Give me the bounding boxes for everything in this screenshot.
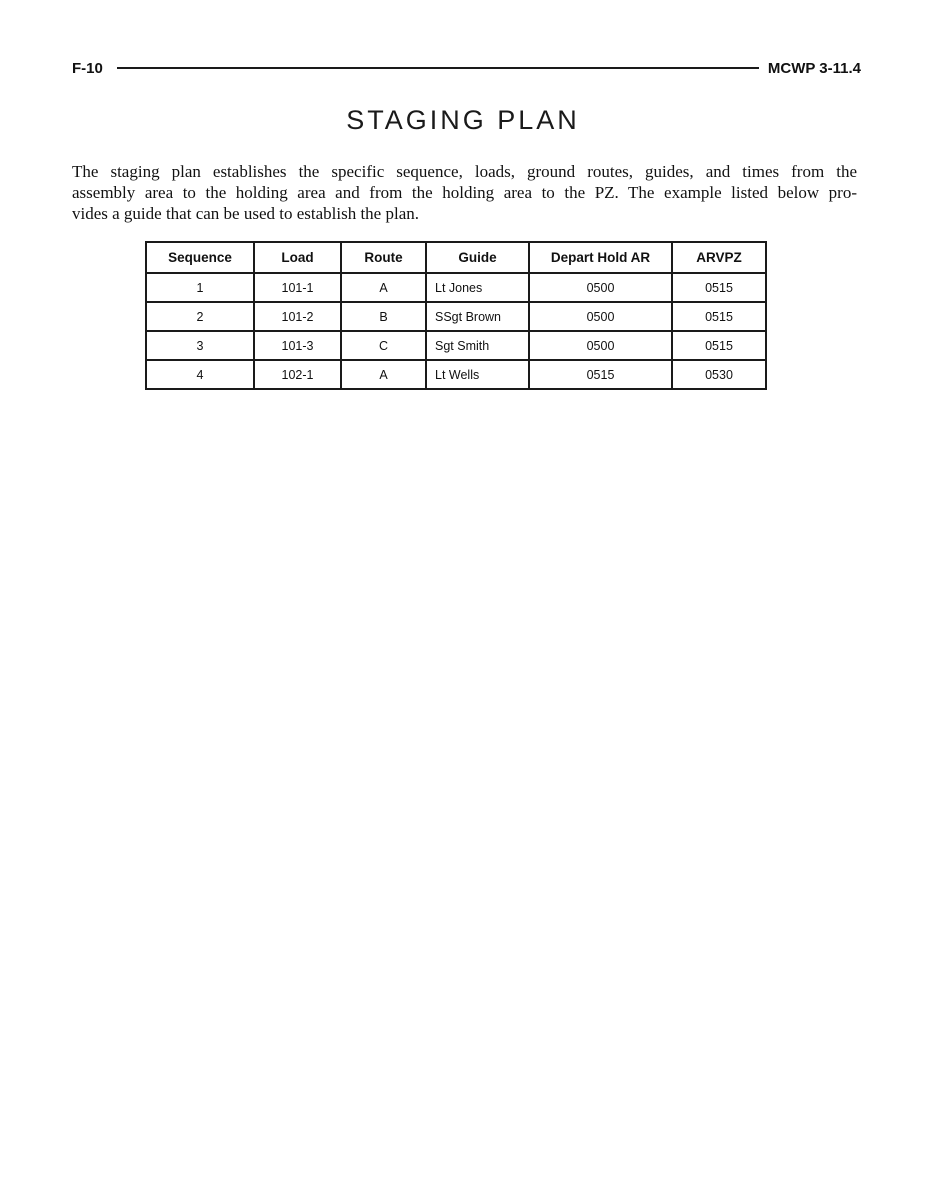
cell-load: 101-1 bbox=[254, 273, 341, 302]
cell-sequence: 4 bbox=[146, 360, 254, 389]
table-row bbox=[146, 331, 766, 360]
table-header-row bbox=[146, 242, 766, 273]
cell-guide: Lt Wells bbox=[426, 360, 529, 389]
cell-route: B bbox=[341, 302, 426, 331]
cell-depart-hold-ar: 0500 bbox=[529, 331, 672, 360]
cell-arvpz: 0530 bbox=[672, 360, 766, 389]
cell-arvpz: 0515 bbox=[672, 273, 766, 302]
cell-load: 101-3 bbox=[254, 331, 341, 360]
cell-route: A bbox=[341, 273, 426, 302]
table-row bbox=[146, 273, 766, 302]
cell-route: A bbox=[341, 360, 426, 389]
cell-guide: Lt Jones bbox=[426, 273, 529, 302]
cell-guide: Sgt Smith bbox=[426, 331, 529, 360]
header-guide: Guide bbox=[426, 242, 529, 273]
cell-sequence: 2 bbox=[146, 302, 254, 331]
page-number: F-10 bbox=[72, 59, 103, 77]
cell-sequence: 1 bbox=[146, 273, 254, 302]
paragraph-line: assembly area to the holding area and from the holding area to the PZ. The example listed below pro- bbox=[72, 183, 857, 202]
cell-arvpz: 0515 bbox=[672, 302, 766, 331]
header-rule bbox=[117, 67, 759, 69]
cell-load: 102-1 bbox=[254, 360, 341, 389]
header-sequence: Sequence bbox=[146, 242, 254, 273]
body-paragraph bbox=[72, 161, 857, 224]
page-header bbox=[72, 59, 861, 77]
header-arvpz: ARVPZ bbox=[672, 242, 766, 273]
table-row bbox=[146, 360, 766, 389]
cell-depart-hold-ar: 0515 bbox=[529, 360, 672, 389]
staging-plan-table bbox=[145, 241, 767, 390]
header-depart-hold-ar: Depart Hold AR bbox=[529, 242, 672, 273]
header-load: Load bbox=[254, 242, 341, 273]
document-id: MCWP 3-11.4 bbox=[767, 59, 861, 77]
header-route: Route bbox=[341, 242, 426, 273]
paragraph-line: vides a guide that can be used to establish the plan. bbox=[72, 204, 419, 223]
cell-sequence: 3 bbox=[146, 331, 254, 360]
cell-route: C bbox=[341, 331, 426, 360]
cell-depart-hold-ar: 0500 bbox=[529, 273, 672, 302]
cell-arvpz: 0515 bbox=[672, 331, 766, 360]
cell-depart-hold-ar: 0500 bbox=[529, 302, 672, 331]
cell-load: 101-2 bbox=[254, 302, 341, 331]
table-row bbox=[146, 302, 766, 331]
cell-guide: SSgt Brown bbox=[426, 302, 529, 331]
page-title: STAGING PLAN bbox=[346, 105, 580, 135]
paragraph-line: The staging plan establishes the specific sequence, loads, ground routes, guides, and times from the bbox=[72, 162, 857, 181]
